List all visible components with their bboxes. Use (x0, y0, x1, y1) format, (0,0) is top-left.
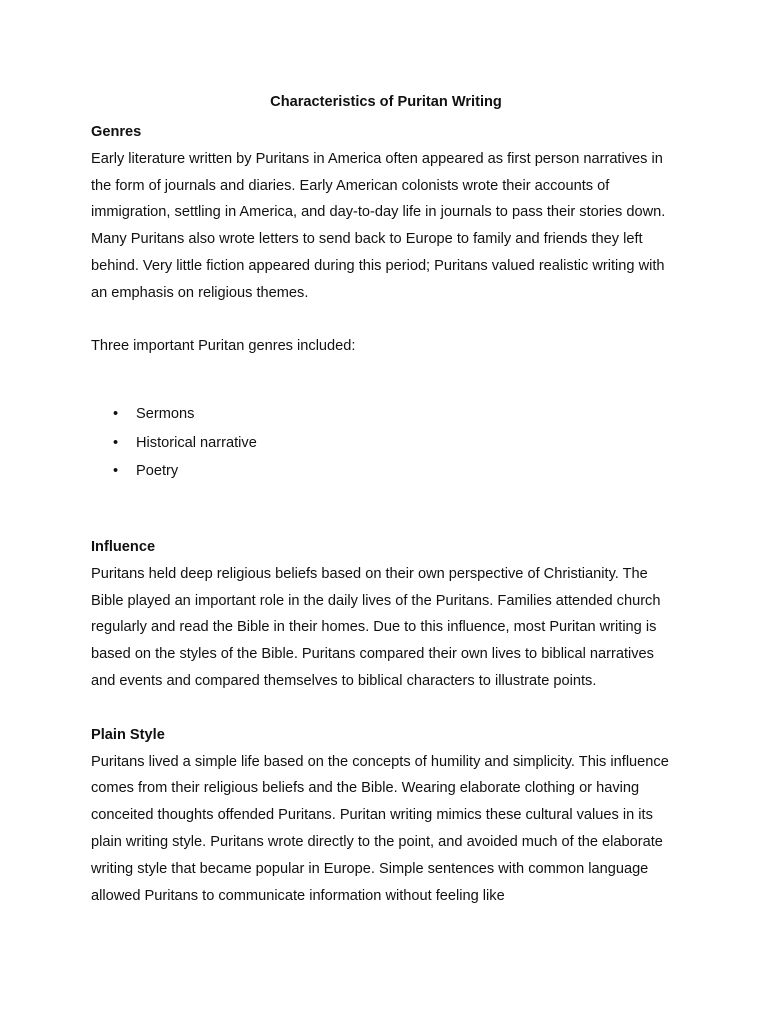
bullet-icon: • (113, 463, 119, 480)
bullet-icon: • (113, 406, 119, 423)
list-item-label: Poetry (136, 463, 179, 480)
section-heading-plain-style: Plain Style (91, 726, 165, 743)
list-item-label: Sermons (136, 406, 195, 423)
spacer (91, 360, 681, 400)
genres-paragraph: Early literature written by Puritans in America often appeared as first person narratives in the form of journals and diaries. Early American colonists wrote their accounts of immigration, settling in America, and day-to-day life in journals to pass their stories down. Many Puritans also wrote letters to send back to Europe to family and friends they left behind. Very little fiction appeared during this period; Puritans valued realistic writing with an emphasis on religious themes. (91, 150, 666, 301)
bullet-icon: • (113, 434, 119, 451)
list-item (91, 400, 681, 429)
spacer (91, 695, 681, 722)
genres-list (91, 400, 681, 486)
section-heading-genres: Genres (91, 124, 142, 140)
document-title: Characteristics of Puritan Writing (270, 94, 502, 110)
document-page (91, 92, 681, 909)
section-heading-influence: Influence (91, 538, 156, 555)
genres-list-intro: Three important Puritan genres included: (91, 338, 356, 355)
list-item-label: Historical narrative (136, 434, 257, 451)
list-item (91, 429, 681, 458)
plain-style-paragraph: Puritans lived a simple life based on the concepts of humility and simplicity. This influence comes from their religious beliefs and the Bible. Wearing elaborate clothing or having conceited thoughts offended Puritans. Puritan writing mimics these cultural values in its plain writing style. Puritans wrote directly to the point, and avoided much of the elaborate writing style that became popular in Europe. Simple sentences with common language allowed Puritans to communicate information without feeling like (91, 753, 669, 904)
list-item (91, 457, 681, 486)
spacer (91, 486, 681, 534)
influence-paragraph: Puritans held deep religious beliefs based on their own perspective of Christianity. The Bible played an important role in the daily lives of the Puritans. Families attended church regularly and read the Bible in their homes. Due to this influence, most Puritan writing is based on the styles of the Bible. Puritans compared their own lives to biblical narratives and events and compared themselves to biblical characters to illustrate points. (91, 565, 661, 689)
spacer (91, 307, 681, 334)
